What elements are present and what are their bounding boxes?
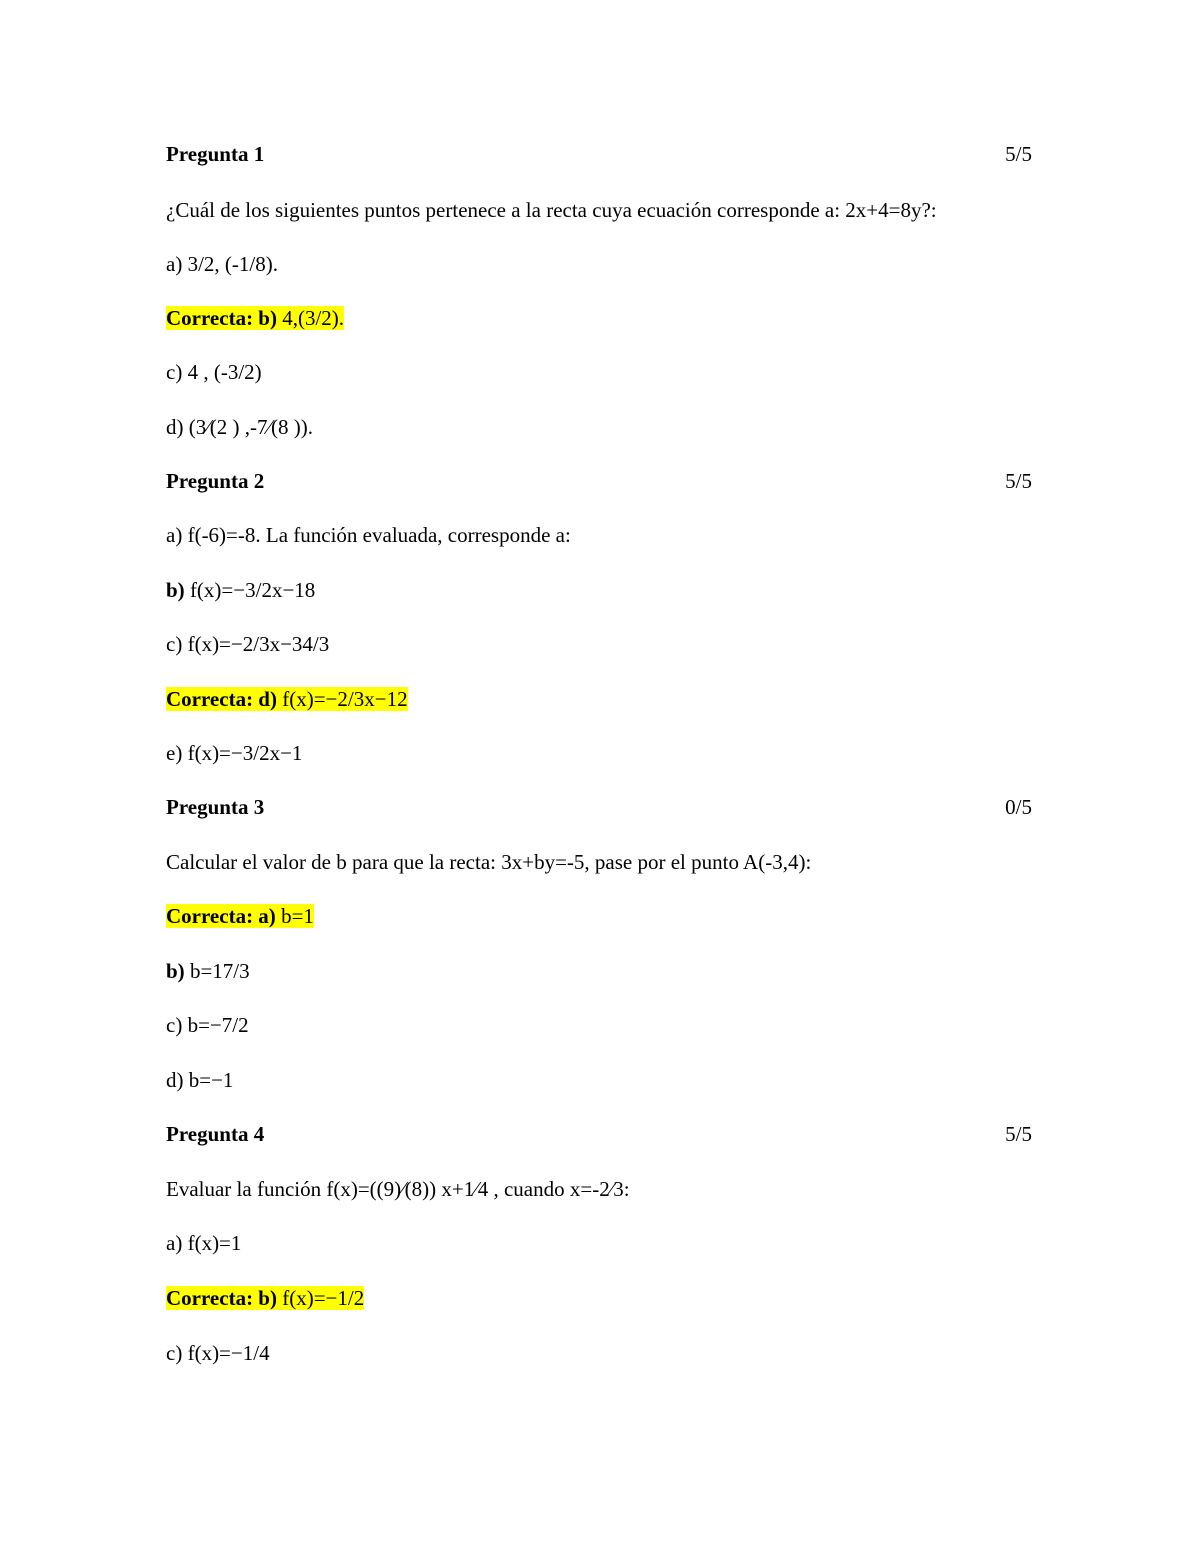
option: a) f(-6)=-8. La función evaluada, corresponde a: — [166, 523, 571, 547]
option: a) 3/2, (-1/8). — [166, 252, 278, 276]
option: c) b=−7/2 — [166, 1013, 249, 1037]
option: d) (3⁄(2 ) ,-7⁄(8 )). — [166, 415, 313, 439]
question-4-prompt: Evaluar la función f(x)=((9)⁄(8)) x+1⁄4 , cuando x=-2⁄3: — [166, 1177, 630, 1201]
correct-option: Correcta: b) 4,(3/2). — [166, 306, 345, 330]
correct-option: Correcta: d) f(x)=−2/3x−12 — [166, 687, 408, 711]
question-4-heading — [166, 1121, 1032, 1147]
option: b) b=17/3 — [166, 959, 250, 983]
question-3-heading — [166, 794, 1032, 820]
question-3-prompt: Calcular el valor de b para que la recta: 3x+by=-5, pase por el punto A(-3,4): — [166, 850, 812, 874]
option: e) f(x)=−3/2x−1 — [166, 741, 303, 765]
option: b) f(x)=−3/2x−18 — [166, 578, 316, 602]
question-title: Pregunta 4 — [166, 1122, 265, 1146]
correct-option: Correcta: a) b=1 — [166, 904, 314, 928]
option: d) b=−1 — [166, 1068, 234, 1092]
question-1-heading — [166, 141, 1032, 167]
option: a) f(x)=1 — [166, 1231, 242, 1255]
question-title: Pregunta 3 — [166, 795, 265, 819]
option: c) 4 , (-3/2) — [166, 360, 262, 384]
question-score: 5/5 — [1005, 142, 1032, 166]
option: c) f(x)=−1/4 — [166, 1341, 270, 1365]
question-score: 0/5 — [1005, 795, 1032, 819]
option: c) f(x)=−2/3x−34/3 — [166, 632, 330, 656]
question-1-prompt: ¿Cuál de los siguientes puntos pertenece a la recta cuya ecuación corresponde a: 2x+4=8y?: — [166, 198, 937, 222]
question-score: 5/5 — [1005, 1122, 1032, 1146]
question-title: Pregunta 2 — [166, 469, 265, 493]
question-2-heading — [166, 468, 1032, 494]
correct-option: Correcta: b) f(x)=−1/2 — [166, 1286, 365, 1310]
question-score: 5/5 — [1005, 469, 1032, 493]
question-title: Pregunta 1 — [166, 142, 265, 166]
